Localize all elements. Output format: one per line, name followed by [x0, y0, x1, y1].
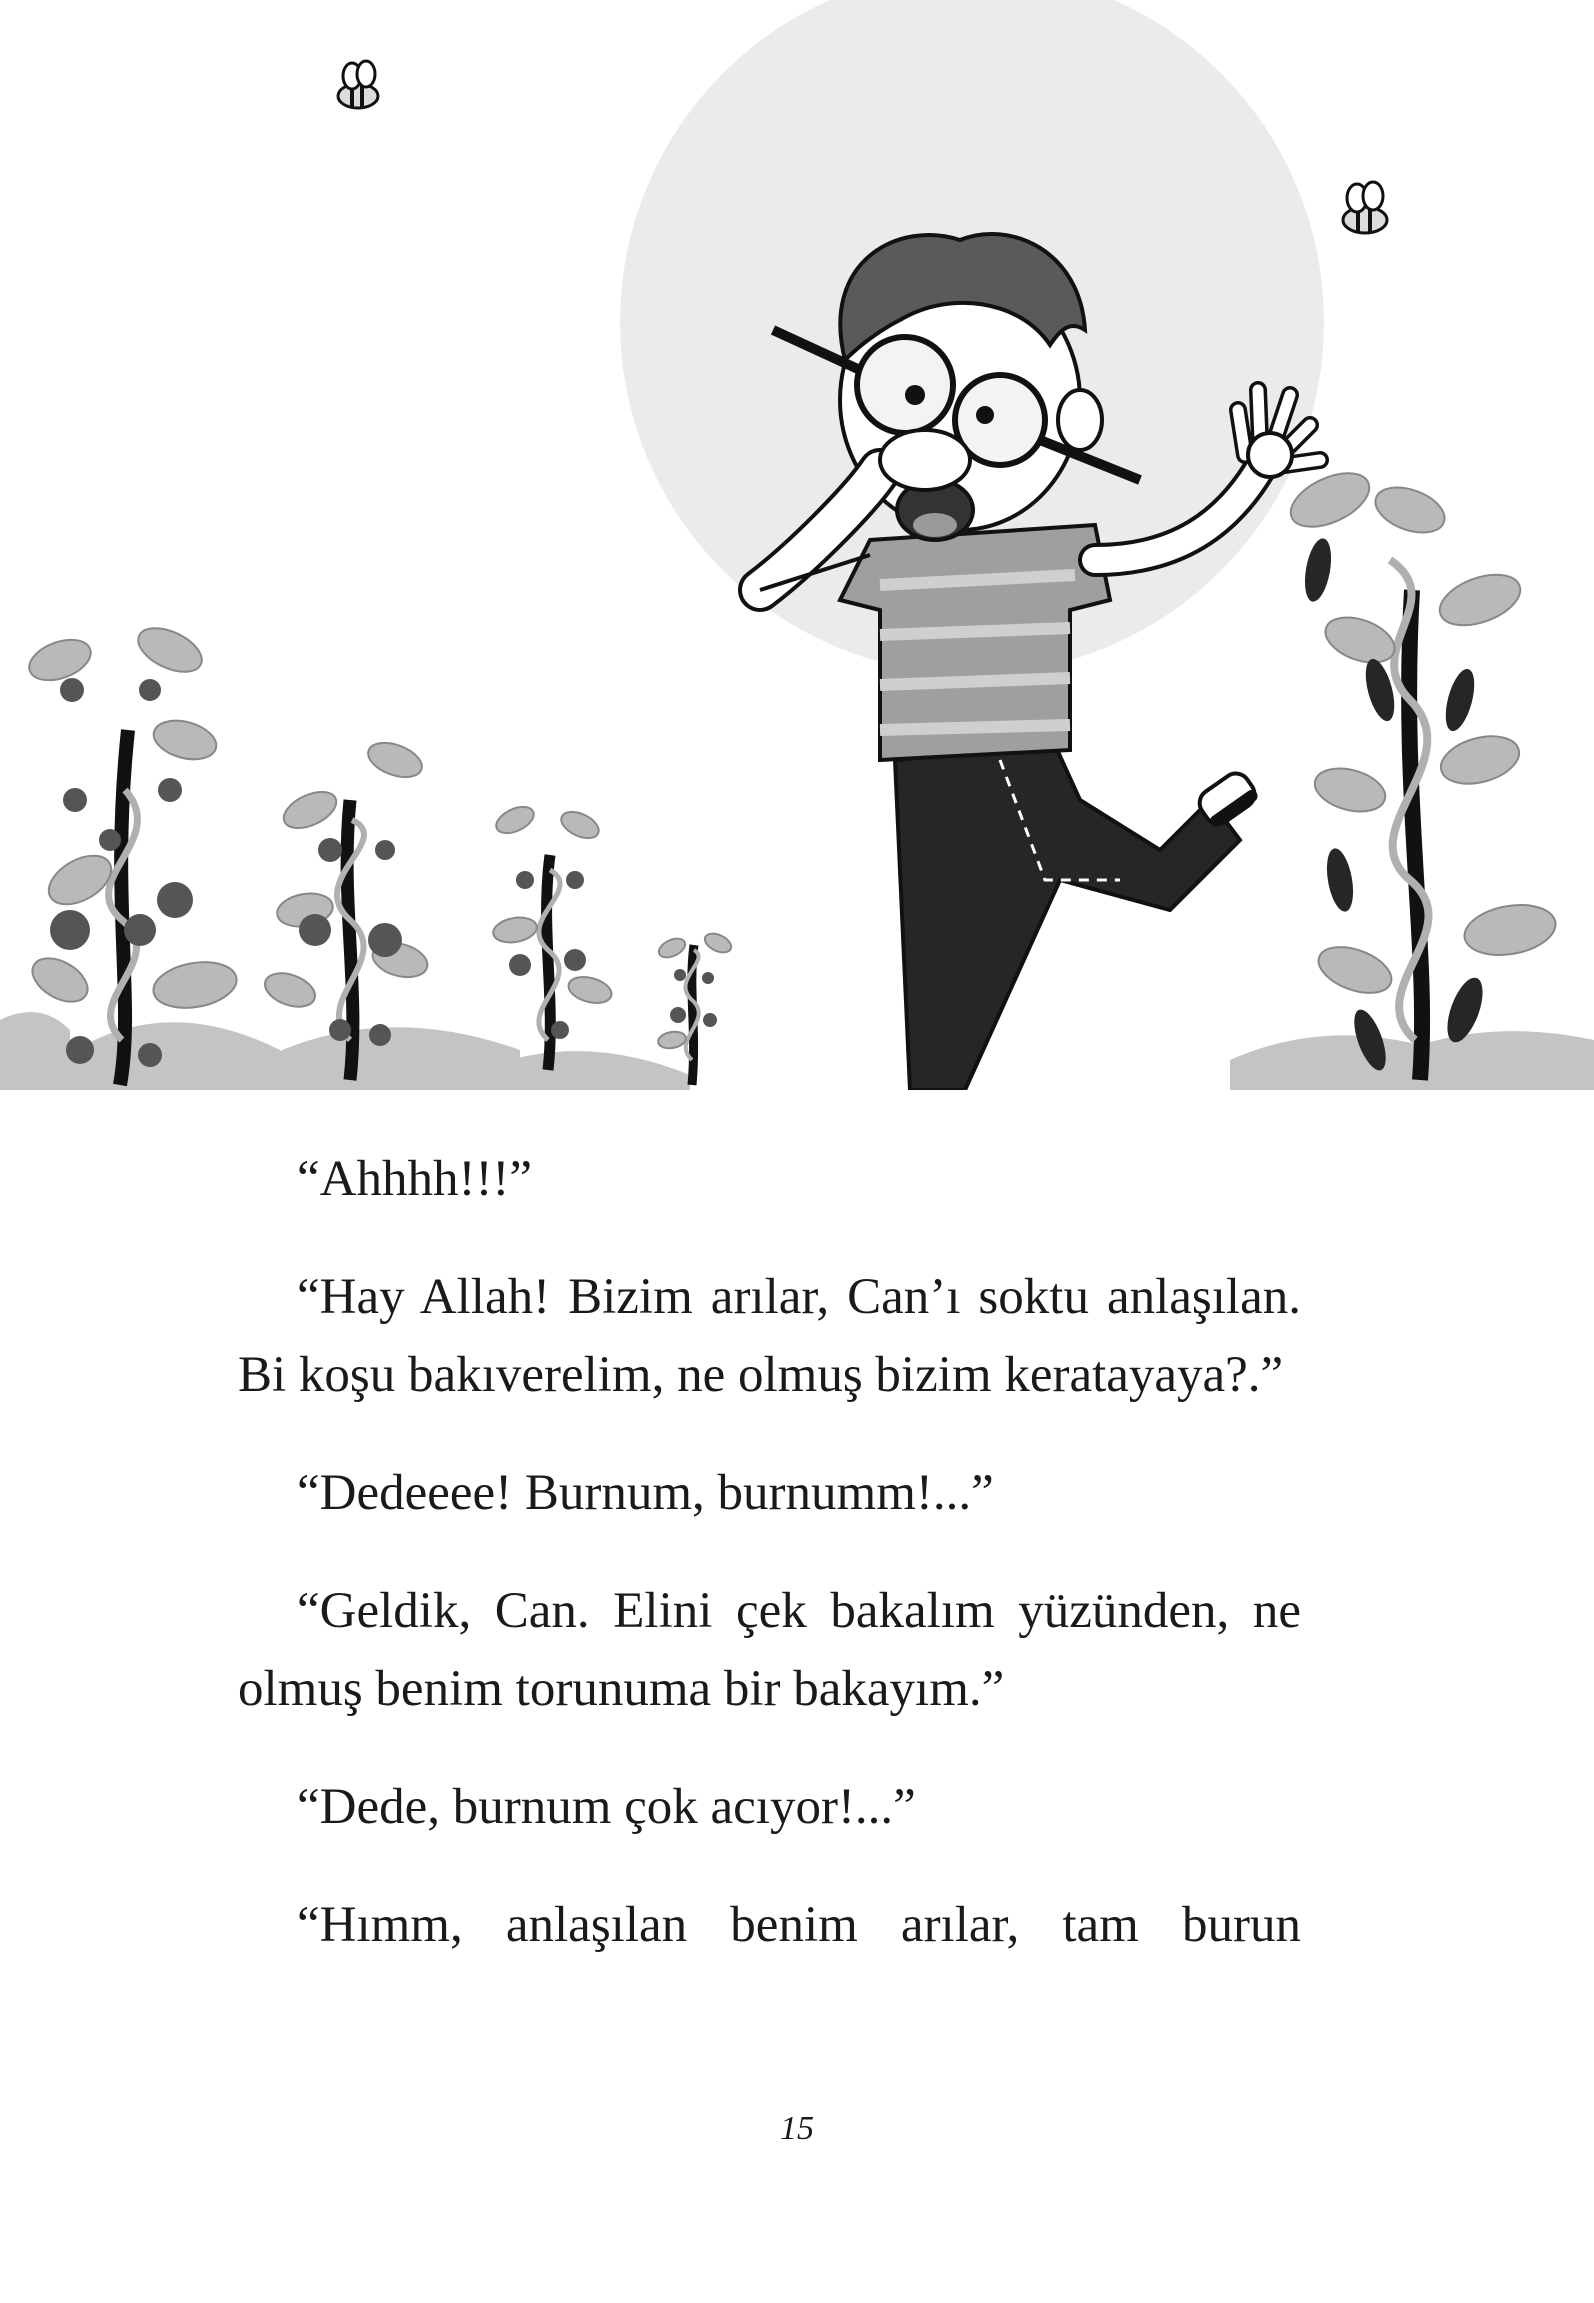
paragraph: “Geldik, Can. Elini çek bakalım yüzünden, ne olmuş benim torunuma bir bakayım.”	[238, 1583, 1301, 1717]
story-text	[238, 1140, 1301, 2004]
tomato-plant	[491, 802, 614, 1070]
paragraph: “Hımm, anlaşılan benim arılar, tam burun	[297, 1897, 1301, 1953]
page-number: 15	[780, 2110, 814, 2147]
paragraph: “Hay Allah! Bizim arılar, Can’ı soktu anlaşılan. Bi koşu bakıverelim, ne olmuş bizim keratayaya?.”	[238, 1269, 1301, 1403]
bee-icon	[338, 61, 378, 108]
garden-illustration	[0, 0, 1594, 1090]
bean-plant	[1283, 462, 1560, 1080]
paragraph: “Dedeeee! Burnum, burnumm!...”	[297, 1465, 994, 1521]
tomato-plant	[656, 930, 734, 1085]
tomato-plant	[24, 619, 240, 1085]
paragraph: “Dede, burnum çok acıyor!...”	[297, 1779, 916, 1835]
paragraph: “Ahhhh!!!”	[297, 1151, 533, 1207]
bee-icon	[1343, 182, 1387, 233]
